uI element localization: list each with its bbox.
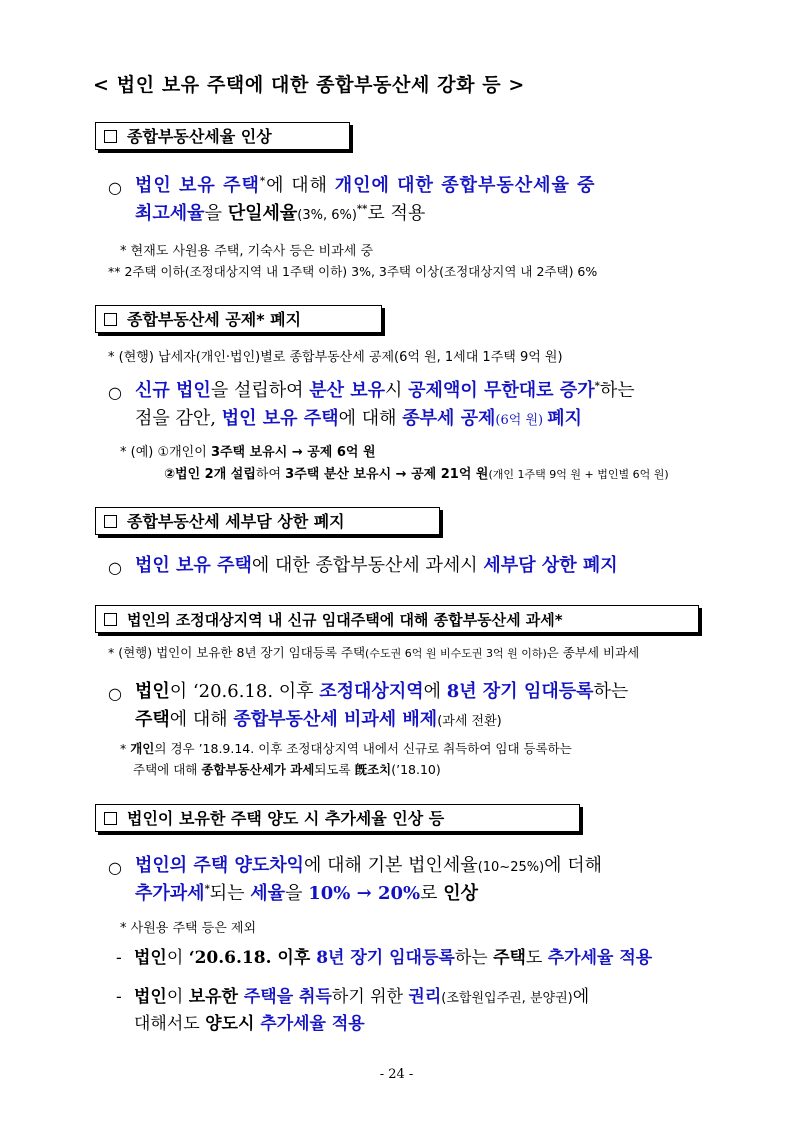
text: (개인 1주택 9억 원 + 법인별 6억 원): [488, 468, 669, 481]
emph-text: 법인 보유 주택: [135, 175, 260, 196]
text: 에 대해: [266, 175, 335, 196]
text: 하기 위한: [331, 987, 409, 1007]
s1-note2: ** 2주택 이하(조정대상지역 내 1주택 이하) 3%, 3주택 이상(조정대상지역 내 2주택) 6%: [108, 264, 598, 279]
section-label: 종합부동산세 공제* 폐지: [127, 310, 302, 329]
bold-text: ②법인 2개 설립: [164, 467, 256, 482]
emph-text: 신규 법인: [135, 380, 211, 401]
text: 도: [525, 948, 548, 968]
circle-bullet-icon: ○: [108, 684, 122, 703]
text: 되는: [209, 883, 251, 904]
bold-text: 종합부동산세가 과세: [201, 762, 315, 777]
s2-line1: 신규 법인을 설립하여 분산 보유시 공제액이 무한대로 증가*하는: [135, 380, 635, 401]
section-label: 법인이 보유한 주택 양도 시 추가세율 인상 등: [127, 809, 445, 828]
text: (10~25%): [477, 860, 545, 875]
circle-bullet-icon: ○: [108, 383, 122, 402]
text: 을: [285, 883, 309, 904]
bold-text: ‘20.6.18. 이후: [188, 948, 317, 968]
s4-note2: [133, 760, 441, 778]
section-label: 종합부동산세율 인상: [127, 127, 272, 146]
emph-text: 법인의 주택 양도차익: [135, 855, 305, 876]
text: 이 ‘20.6.18. 이후: [169, 681, 320, 702]
s1-note1: * 현재도 사원용 주택, 기숙사 등은 비과세 중: [120, 244, 374, 259]
emph-text: 법인 보유 주택: [135, 555, 252, 576]
s1-line2: 최고세율을 단일세율(3%, 6%)**로 적용: [135, 203, 426, 224]
text: 이: [166, 987, 189, 1007]
s4-note1: [120, 739, 572, 757]
text: *: [120, 741, 131, 756]
emph-text: 법인 보유 주택: [221, 408, 339, 429]
text: (과세 전환): [437, 714, 502, 729]
emph-text: 공제액이 무한대로 증가: [408, 380, 595, 401]
s5-dash2-line2: [134, 1011, 365, 1038]
page-number: - 24 -: [379, 1067, 414, 1082]
checkbox-icon: [104, 130, 117, 143]
emph-text: 조정대상지역: [319, 681, 424, 702]
emph-text: 권리: [408, 987, 442, 1007]
text: 로 적용: [367, 203, 426, 224]
text: * (예) ①개인이: [120, 445, 211, 460]
s2-example2: [164, 463, 669, 482]
bold-text: 법인: [134, 987, 167, 1007]
emph-text: 추가세율 적용: [547, 948, 653, 968]
emph-text: 분산 보유: [309, 380, 386, 401]
emph-text: 폐지: [547, 408, 582, 429]
s5-note: * 사원용 주택 등은 제외: [120, 921, 257, 936]
text: 대해서도: [134, 1014, 206, 1034]
circle-bullet-icon: ○: [108, 178, 122, 197]
text: (수도권 6억 원 비수도권 3억 원 이하): [365, 647, 547, 660]
emph-text: 세부담 상한 폐지: [483, 555, 618, 576]
text: 하는: [599, 380, 635, 401]
s5-dash1: [134, 945, 652, 972]
s4-line2: [135, 706, 502, 735]
dash-bullet-icon: -: [116, 948, 122, 968]
emph-text: 8년 장기 임대등록: [316, 948, 455, 968]
emph-text: 10% → 20%: [308, 883, 421, 904]
text: 을 설립하여: [210, 380, 310, 401]
checkbox-icon: [104, 812, 117, 825]
text: (’18.10): [391, 762, 441, 777]
dash-bullet-icon: -: [116, 987, 122, 1007]
section-header-2: [95, 305, 382, 333]
text: (6억 원): [495, 413, 548, 428]
bold-text: 개인: [130, 741, 155, 756]
emph-text: 최고세율: [135, 203, 205, 224]
text: 에 대한 종합부동산세 과세시: [251, 555, 484, 576]
s3-line1: [135, 552, 618, 579]
emph-text: 추가세율 적용: [260, 1014, 365, 1034]
section-header-3: [95, 507, 440, 535]
checkbox-icon: [104, 313, 117, 326]
s5-line2: 추가과세*되는 세율을 10% → 20%로 인상: [135, 883, 479, 904]
text: 은 종부세 비과세: [546, 645, 640, 660]
bold-text: 법인: [135, 681, 170, 702]
bold-text: 인상: [443, 883, 479, 904]
text: 에 대해: [169, 709, 234, 730]
text: 에 대해 기본 법인세율: [304, 855, 478, 876]
text: 주택에 대해: [133, 762, 202, 777]
text: (3%, 6%): [297, 208, 357, 223]
s1-line1: 법인 보유 주택*에 대해 개인에 대한 종합부동산세율 중: [135, 175, 596, 196]
s5-line1: [135, 852, 602, 881]
emph-text: 추가과세: [135, 883, 205, 904]
bold-text: 주택: [135, 709, 170, 730]
checkbox-icon: [104, 515, 117, 528]
emph-text: 주택을 취득: [243, 987, 332, 1007]
s2-example1: [120, 441, 376, 460]
text: 시: [385, 380, 409, 401]
text: 로: [420, 883, 444, 904]
emph-text: 세율: [250, 883, 286, 904]
section-header-4: [95, 605, 699, 633]
text: * (현행) 법인이 보유한 8년 장기 임대등록 주택: [108, 645, 366, 660]
emph-text: 8년 장기 임대등록: [446, 681, 594, 702]
text: 점을 감안,: [135, 408, 222, 429]
text: 에: [423, 681, 447, 702]
section-header-5: [95, 804, 580, 832]
text: 을: [204, 203, 228, 224]
section-header-1: [95, 122, 350, 150]
checkbox-icon: [104, 613, 117, 626]
text: 하는: [593, 681, 629, 702]
bold-text: 旣조치: [354, 762, 392, 777]
text: 에 대해: [338, 408, 403, 429]
bold-text: 보유한: [188, 987, 244, 1007]
bold-text: 법인: [134, 948, 167, 968]
text: 에: [572, 987, 590, 1007]
circle-bullet-icon: ○: [108, 558, 122, 577]
s2-line2: [135, 405, 582, 434]
text: 의 경우 ’18.9.14. 이후 조정대상지역 내에서 신규로 취득하여 임대 등록하는: [154, 741, 572, 756]
emph-text: 개인에 대한 종합부동산세율 중: [334, 175, 596, 196]
text: 되도록: [314, 762, 355, 777]
s5-dash2-line1: [134, 984, 589, 1012]
emph-text: 종합부동산세 비과세 배제: [233, 709, 438, 730]
text: 이: [166, 948, 189, 968]
emph-text: 종부세 공제: [402, 408, 496, 429]
bold-text: 양도시: [205, 1014, 261, 1034]
bold-text: 주택: [493, 948, 526, 968]
section-label: 법인의 조정대상지역 내 신규 임대주택에 대해 종합부동산세 과세*: [127, 611, 563, 629]
bold-text: 3주택 분산 보유시 → 공제 21억 원: [285, 467, 489, 482]
section-label: 종합부동산세 세부담 상한 폐지: [127, 512, 345, 531]
bold-text: 단일세율: [227, 203, 298, 224]
circle-bullet-icon: ○: [108, 858, 122, 877]
s4-line1: [135, 678, 628, 705]
s2-pre: * (현행) 납세자(개인·법인)별로 종합부동산세 공제(6억 원, 1세대 1주택 9억 원): [108, 350, 563, 365]
text: 하여: [255, 467, 286, 482]
text: (조합원입주권, 분양권): [441, 991, 573, 1006]
text: 하는: [454, 948, 494, 968]
text: 에 더해: [544, 855, 603, 876]
page-title: < 법인 보유 주택에 대한 종합부동산세 강화 등 >: [93, 74, 525, 96]
bold-text: 3주택 보유시 → 공제 6억 원: [210, 445, 376, 460]
s4-pre: [108, 643, 639, 661]
